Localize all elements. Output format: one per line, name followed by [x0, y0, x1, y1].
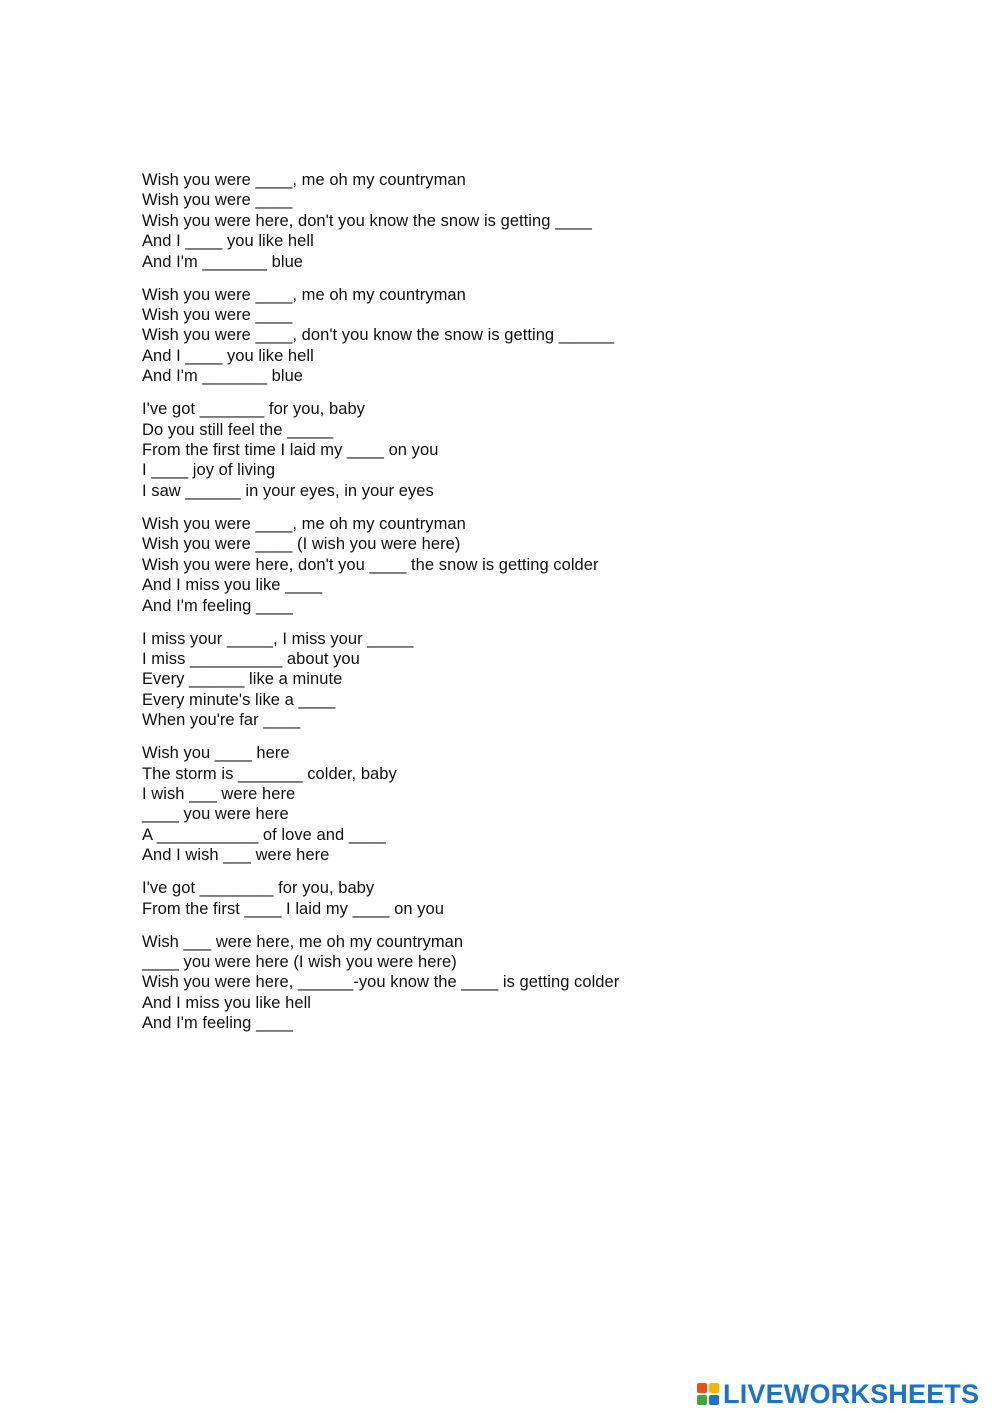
lyric-line: Wish you ____ here [142, 744, 290, 763]
stanza [142, 932, 842, 1034]
lyric-line: Wish you were ____ (I wish you were here) [142, 535, 461, 554]
lyric-line: I ____ joy of living [142, 461, 276, 480]
lyric-line: Wish you were ____, me oh my countryman [142, 171, 466, 189]
lyric-line: Every ______ like a minute [142, 670, 343, 689]
lyric-line: Wish ___ were here, me oh my countryman [142, 932, 464, 951]
lyric-line: I miss your _____, I miss your _____ [142, 629, 414, 648]
lyric-line: When you're far ____ [142, 711, 301, 730]
lyric-line: Wish you were here, don't you ____ the snow is getting colder [142, 555, 599, 574]
stanza [142, 514, 842, 616]
lyrics-worksheet [142, 170, 842, 1046]
lyric-line: Do you still feel the _____ [142, 420, 334, 439]
logo-square [697, 1395, 707, 1405]
stanza [142, 878, 842, 919]
lyric-line: Wish you were ____, me oh my countryman [142, 285, 466, 304]
stanza [142, 285, 842, 387]
lyric-line: Every minute's like a ____ [142, 690, 336, 709]
lyric-line: ____ you were here (I wish you were here) [142, 952, 457, 971]
lyric-line: And I miss you like hell [142, 993, 312, 1012]
lyric-line: Wish you were ____ [142, 306, 293, 325]
lyric-line: I've got _______ for you, baby [142, 400, 365, 419]
liveworksheets-logo-icon [697, 1383, 719, 1405]
logo-square [697, 1383, 707, 1393]
lyric-line: Wish you were here, ______-you know the ____ is getting colder [142, 973, 620, 992]
lyric-line: Wish you were ____, don't you know the snow is getting ______ [142, 326, 615, 345]
lyric-line: And I miss you like ____ [142, 576, 323, 595]
lyric-line: I saw ______ in your eyes, in your eyes [142, 481, 434, 500]
lyric-line: I miss __________ about you [142, 649, 360, 668]
lyric-line: Wish you were here, don't you know the snow is getting ____ [142, 211, 593, 230]
stanza [142, 629, 842, 731]
logo-square [709, 1395, 719, 1405]
logo-text: LIVEWORKSHEETS [723, 1378, 980, 1409]
lyric-line: The storm is _______ colder, baby [142, 764, 397, 783]
lyric-line: I wish ___ were here [142, 784, 296, 803]
liveworksheets-logo [697, 1378, 979, 1410]
lyric-line: And I'm _______ blue [142, 367, 304, 386]
lyric-line: And I'm feeling ____ [142, 596, 293, 615]
lyric-line: And I ____ you like hell [142, 232, 314, 251]
lyric-line: Wish you were ____ [142, 191, 293, 210]
lyric-line: And I wish ___ were here [142, 846, 330, 865]
lyric-line: ____ you were here [142, 805, 289, 824]
lyric-line: And I'm feeling ____ [142, 1014, 293, 1033]
lyric-line: And I'm _______ blue [142, 252, 304, 271]
lyric-line: From the first ____ I laid my ____ on you [142, 899, 444, 918]
stanza [142, 170, 842, 272]
stanza [142, 743, 842, 865]
lyric-line: A ___________ of love and ____ [142, 825, 386, 844]
lyric-line: From the first time I laid my ____ on you [142, 441, 439, 460]
lyric-line: Wish you were ____, me oh my countryman [142, 514, 466, 533]
lyric-line: I've got ________ for you, baby [142, 879, 375, 898]
lyric-line: And I ____ you like hell [142, 346, 314, 365]
stanza [142, 399, 842, 501]
logo-square [709, 1383, 719, 1393]
